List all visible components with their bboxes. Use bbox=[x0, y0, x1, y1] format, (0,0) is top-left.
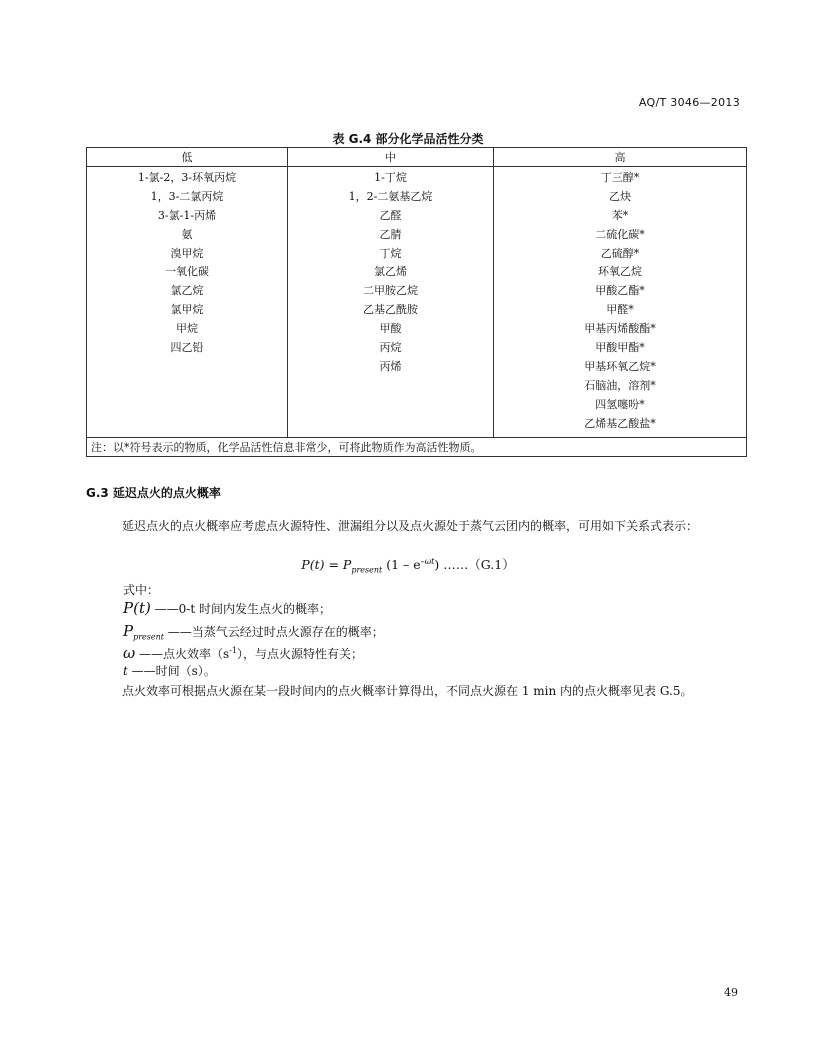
table-cell-item: 甲基环氧乙烷* bbox=[584, 359, 656, 373]
table-cell-item: 甲醛* bbox=[606, 303, 634, 317]
formula-superscript: –ωt bbox=[420, 556, 435, 566]
formula-mid: (1 – e bbox=[382, 557, 421, 572]
low-reactivity-column bbox=[87, 167, 288, 438]
symbol-omega: ω bbox=[123, 644, 136, 662]
reactivity-table bbox=[86, 147, 747, 457]
desc-t: ——时间（s）。 bbox=[127, 664, 216, 678]
column-header-medium: 中 bbox=[288, 148, 494, 167]
table-caption: 表 G.4 部分化学品活性分类 bbox=[332, 132, 484, 146]
table-cell-item: 甲酸乙酯* bbox=[595, 284, 645, 298]
table-cell-item: 甲酸 bbox=[379, 322, 402, 336]
table-header-row bbox=[87, 148, 747, 167]
page-number: 49 bbox=[724, 986, 738, 999]
table-cell-item: 氯乙烷 bbox=[170, 284, 204, 298]
desc-p-present: ——当蒸气云经过时点火源存在的概率； bbox=[163, 625, 384, 639]
table-cell-item: 石脑油，溶剂* bbox=[584, 378, 656, 392]
definition-t bbox=[123, 662, 216, 679]
symbol-p-present-sub: present bbox=[133, 632, 164, 642]
table-cell-item: 乙醛 bbox=[379, 208, 402, 222]
table-cell-item: 3-氯-1-丙烯 bbox=[157, 208, 217, 222]
table-cell-item: 1，2-二氨基乙烷 bbox=[348, 189, 433, 203]
desc-omega-b: ），与点火源特性有关； bbox=[237, 647, 364, 661]
table-cell-item: 丁烷 bbox=[379, 246, 402, 260]
table-cell-item: 氯乙烯 bbox=[374, 265, 407, 279]
table-cell-item: 四乙铅 bbox=[170, 341, 204, 355]
section-heading: G.3 延迟点火的点火概率 bbox=[86, 486, 221, 500]
high-reactivity-column bbox=[494, 167, 747, 438]
table-cell-item: 丁三醇* bbox=[600, 171, 640, 184]
symbol-t: t bbox=[123, 664, 128, 678]
table-body-row bbox=[87, 167, 747, 438]
formula-rhs: ) ……（G.1） bbox=[434, 557, 515, 572]
table-cell-item: 甲基丙烯酸酯* bbox=[584, 322, 656, 336]
definition-p-t bbox=[123, 599, 331, 617]
table-cell-item: 乙烯基乙酸盐* bbox=[584, 416, 656, 430]
table-cell-item: 丙烷 bbox=[379, 341, 402, 355]
formula-g1 bbox=[0, 555, 816, 575]
desc-omega-a: ——点火效率（s bbox=[135, 647, 230, 661]
desc-p-t: ——0-t 时间内发生点火的概率； bbox=[150, 602, 331, 616]
table-cell-item: 二甲胺乙烷 bbox=[363, 284, 418, 298]
table-cell-item: 二硫化碳* bbox=[595, 227, 645, 241]
table-cell-item: 甲烷 bbox=[176, 322, 198, 336]
table-cell-item: 乙硫醇* bbox=[600, 246, 640, 260]
closing-paragraph: 点火效率可根据点火源在某一段时间内的点火概率计算得出，不同点火源在 1 min 内的点火概率见表 G.5。 bbox=[122, 684, 693, 698]
table-cell-item: 乙腈 bbox=[379, 227, 402, 241]
table-cell-item: 氯甲烷 bbox=[170, 303, 204, 317]
table-cell-item: 苯* bbox=[611, 208, 629, 222]
table-cell-item: 溴甲烷 bbox=[170, 246, 204, 260]
table-cell-item: 甲酸甲酯* bbox=[595, 341, 645, 355]
table-cell-item: 环氧乙烷 bbox=[598, 265, 642, 279]
table-cell-item: 1-丁烷 bbox=[374, 171, 407, 184]
formula-lhs: P(t) = P bbox=[301, 557, 352, 572]
omega-unit-sup: -1 bbox=[229, 646, 238, 655]
table-cell-item: 四氢噻吩* bbox=[595, 397, 645, 411]
table-cell-item: 1-氯-2，3-环氧丙烷 bbox=[137, 171, 237, 184]
where-label: 式中： bbox=[123, 583, 160, 597]
column-header-low: 低 bbox=[87, 148, 288, 167]
table-cell-item: 1，3-二氯丙烷 bbox=[150, 189, 224, 203]
table-cell-item: 乙炔 bbox=[609, 189, 631, 203]
standard-code-header: AQ/T 3046—2013 bbox=[638, 96, 740, 109]
definition-p-present bbox=[123, 622, 384, 641]
column-header-high: 高 bbox=[494, 148, 747, 167]
medium-reactivity-column bbox=[288, 167, 494, 438]
table-note-row bbox=[87, 438, 747, 457]
table-note: 注：以*符号表示的物质，化学品活性信息非常少，可将此物质作为高活性物质。 bbox=[87, 438, 747, 457]
table-cell-item: 氨 bbox=[181, 227, 193, 241]
formula-subscript: present bbox=[351, 565, 383, 575]
table-cell-item: 乙基乙酰胺 bbox=[363, 303, 418, 317]
symbol-p-present: P bbox=[123, 622, 134, 640]
symbol-p-t: P(t) bbox=[123, 599, 151, 617]
table-cell-item: 一氧化碳 bbox=[165, 265, 209, 279]
definition-omega bbox=[123, 644, 363, 662]
table-cell-item: 丙烯 bbox=[379, 359, 402, 373]
intro-paragraph: 延迟点火的点火概率应考虑点火源特性、泄漏组分以及点火源处于蒸气云团内的概率，可用如下关系式表示： bbox=[122, 519, 699, 533]
